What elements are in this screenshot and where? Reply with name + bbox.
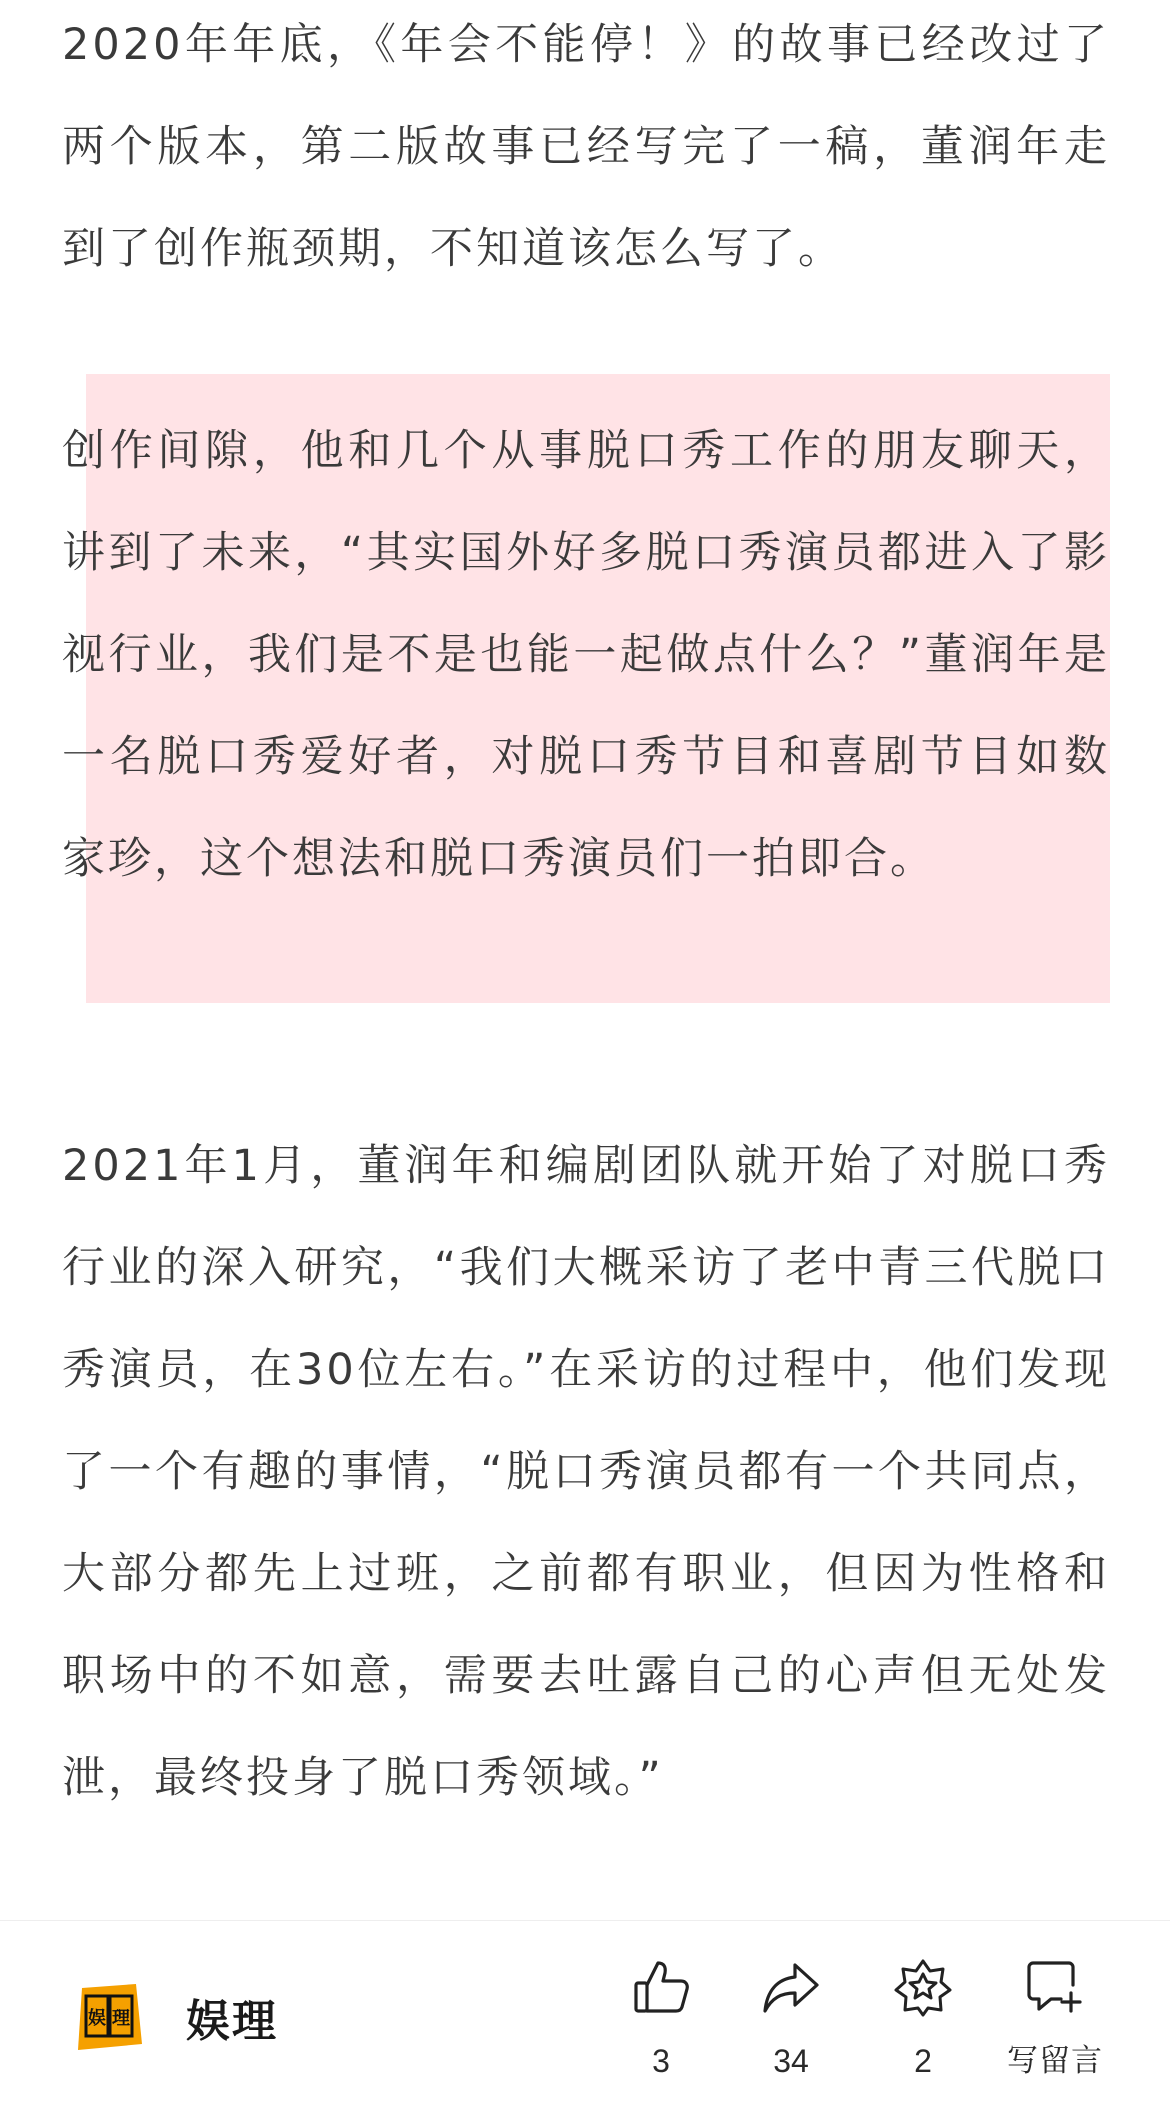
logo-char-1: 娱 bbox=[88, 2008, 106, 2029]
paragraph-3: 2021年1月，董润年和编剧团队就开始了对脱口秀行业的深入研究，“我们大概采访了老中青三代脱口秀演员，在30位左右。”在采访的过程中，他们发现了一个有趣的事情，“脱口秀演员都有一个共同点，大部分都先上过班，之前都有职业，但因为性格和职场中的不如意，需要去吐露自己的心声但无处发泄，最终投身了脱口秀领域。” bbox=[62, 1141, 1110, 1803]
bottom-action-bar bbox=[0, 1920, 1170, 2105]
like-button[interactable] bbox=[606, 1957, 716, 2079]
paragraph-1: 2020年年底，《年会不能停！》的故事已经改过了两个版本，第二版故事已经写完了一稿，董润年走到了创作瓶颈期，不知道该怎么写了。 bbox=[62, 20, 1110, 274]
account-info[interactable] bbox=[72, 1977, 278, 2057]
comment-label: 写留言 bbox=[1007, 2043, 1103, 2079]
like-count: 3 bbox=[652, 2043, 670, 2079]
favor-count: 2 bbox=[914, 2043, 932, 2079]
comment-add-icon bbox=[1025, 1957, 1085, 2017]
logo-char-2: 理 bbox=[112, 2008, 130, 2029]
share-count: 34 bbox=[773, 2043, 809, 2079]
paragraph-2: 创作间隙，他和几个从事脱口秀工作的朋友聊天，讲到了未来，“其实国外好多脱口秀演员都进入了影视行业，我们是不是也能一起做点什么？”董润年是一名脱口秀爱好者，对脱口秀节目和喜剧节目如数家珍，这个想法和脱口秀演员们一拍即合。 bbox=[62, 426, 1110, 884]
comment-button[interactable] bbox=[1000, 1957, 1110, 2079]
account-logo bbox=[72, 1980, 146, 2054]
share-arrow-icon bbox=[761, 1957, 821, 2017]
account-name[interactable]: 娱理 bbox=[186, 1996, 278, 2047]
thumbs-up-icon bbox=[631, 1957, 691, 2017]
favor-button[interactable] bbox=[868, 1957, 978, 2079]
share-button[interactable] bbox=[736, 1957, 846, 2079]
star-badge-icon bbox=[893, 1957, 953, 2017]
